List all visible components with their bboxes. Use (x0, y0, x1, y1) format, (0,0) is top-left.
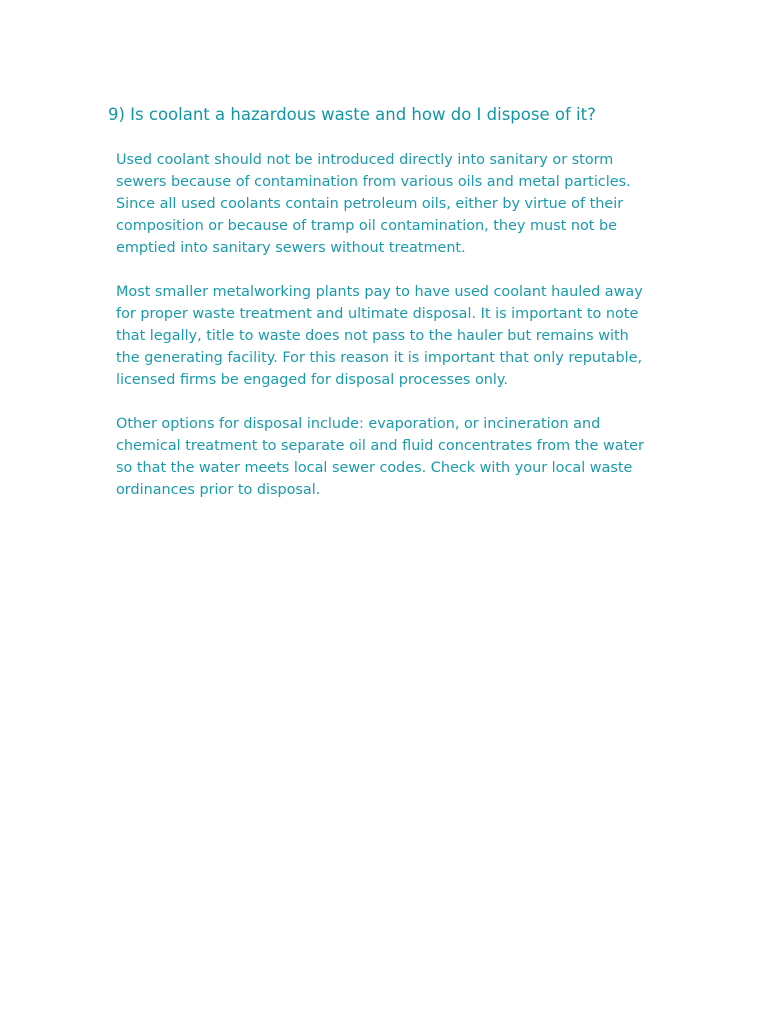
answer-paragraph-1: Used coolant should not be introduced directly into sanitary or storm sewers because of contamination from various oils and metal particles. Since all used coolants contain petroleum oils, either by virtue of their composition or because of tramp oil contamination, they must not be emptied into sanitary sewers without treatment. (116, 152, 631, 256)
answer-paragraph-2: Most smaller metalworking plants pay to have used coolant hauled away for proper waste treatment and ultimate disposal. It is important to note that legally, title to waste does not pass to the hauler but remains with the generating facility. For this reason it is important that only reputable, licensed firms be engaged for disposal processes only. (116, 284, 643, 388)
question-heading: 9) Is coolant a hazardous waste and how do I dispose of it? (108, 105, 596, 124)
answer-body (116, 149, 656, 501)
answer-paragraph-3: Other options for disposal include: evaporation, or incineration and chemical treatment to separate oil and fluid concentrates from the water so that the water meets local sewer codes. Check with your local waste ordinances prior to disposal. (116, 416, 644, 498)
